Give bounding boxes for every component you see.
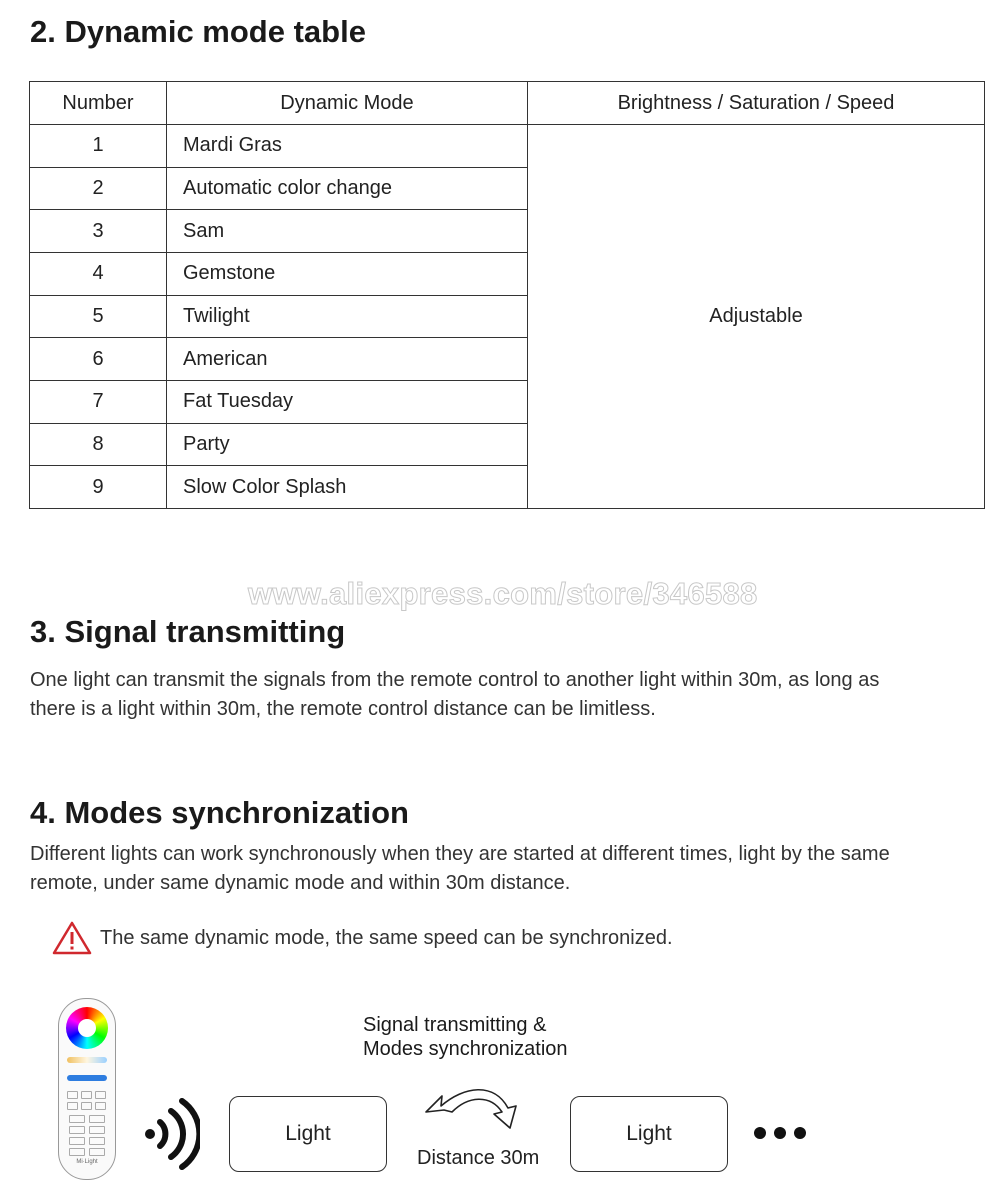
table-header-row <box>30 82 985 125</box>
header-dynamic-mode: Dynamic Mode <box>167 82 528 125</box>
watermark: www.aliexpress.com/store/346588 <box>248 576 758 611</box>
light-box-right: Light <box>570 1096 728 1172</box>
adjustable-cell: Adjustable <box>528 125 985 509</box>
table-row <box>30 125 985 168</box>
remote-zone-keys <box>69 1115 107 1156</box>
caption-line-1: Signal transmitting & <box>363 1014 547 1036</box>
row-mode: Slow Color Splash <box>167 466 528 509</box>
row-number: 8 <box>30 423 167 466</box>
row-number: 2 <box>30 167 167 210</box>
brightness-slider <box>67 1075 107 1081</box>
warning-note <box>52 921 673 955</box>
distance-label: Distance 30m <box>417 1147 540 1169</box>
section-3-line-2: there is a light within 30m, the remote control distance can be limitless. <box>30 698 656 720</box>
row-number: 3 <box>30 210 167 253</box>
row-mode: Party <box>167 423 528 466</box>
row-mode: Twilight <box>167 295 528 338</box>
warning-triangle-icon <box>52 921 92 955</box>
row-mode: Sam <box>167 210 528 253</box>
color-wheel-icon <box>66 1007 108 1049</box>
caption-line-2: Modes synchronization <box>363 1038 568 1060</box>
remote-brand-label: Mi·Light <box>76 1159 98 1165</box>
row-mode: Fat Tuesday <box>167 380 528 423</box>
ellipsis-dots-icon <box>754 1127 806 1139</box>
row-number: 5 <box>30 295 167 338</box>
section-3-line-1: One light can transmit the signals from the remote control to another light within 30m, as long as <box>30 669 880 691</box>
row-mode: Gemstone <box>167 252 528 295</box>
section-4-line-2: remote, under same dynamic mode and within 30m distance. <box>30 872 571 894</box>
row-mode: American <box>167 338 528 381</box>
header-brightness-saturation-speed: Brightness / Saturation / Speed <box>528 82 985 125</box>
light-box-left: Light <box>229 1096 387 1172</box>
wireless-signal-icon <box>144 1098 200 1170</box>
remote-keypad <box>67 1091 107 1110</box>
white-temperature-slider <box>67 1057 107 1063</box>
diagram-caption <box>363 1013 568 1061</box>
row-number: 6 <box>30 338 167 381</box>
header-number: Number <box>30 82 167 125</box>
row-number: 4 <box>30 252 167 295</box>
row-number: 9 <box>30 466 167 509</box>
section-4-title: 4. Modes synchronization <box>30 795 409 830</box>
row-number: 7 <box>30 380 167 423</box>
row-number: 1 <box>30 125 167 168</box>
row-mode: Mardi Gras <box>167 125 528 168</box>
section-4-line-1: Different lights can work synchronously when they are started at different times, light by the same <box>30 843 890 865</box>
dynamic-mode-table <box>29 81 985 509</box>
remote-control-image <box>58 998 116 1180</box>
section-3-text <box>30 666 879 724</box>
section-4-text <box>30 840 890 898</box>
warning-text: The same dynamic mode, the same speed can be synchronized. <box>100 926 673 949</box>
curved-arrow-icon <box>424 1076 524 1130</box>
section-3-title: 3. Signal transmitting <box>30 614 346 649</box>
row-mode: Automatic color change <box>167 167 528 210</box>
section-2-title: 2. Dynamic mode table <box>30 14 366 49</box>
